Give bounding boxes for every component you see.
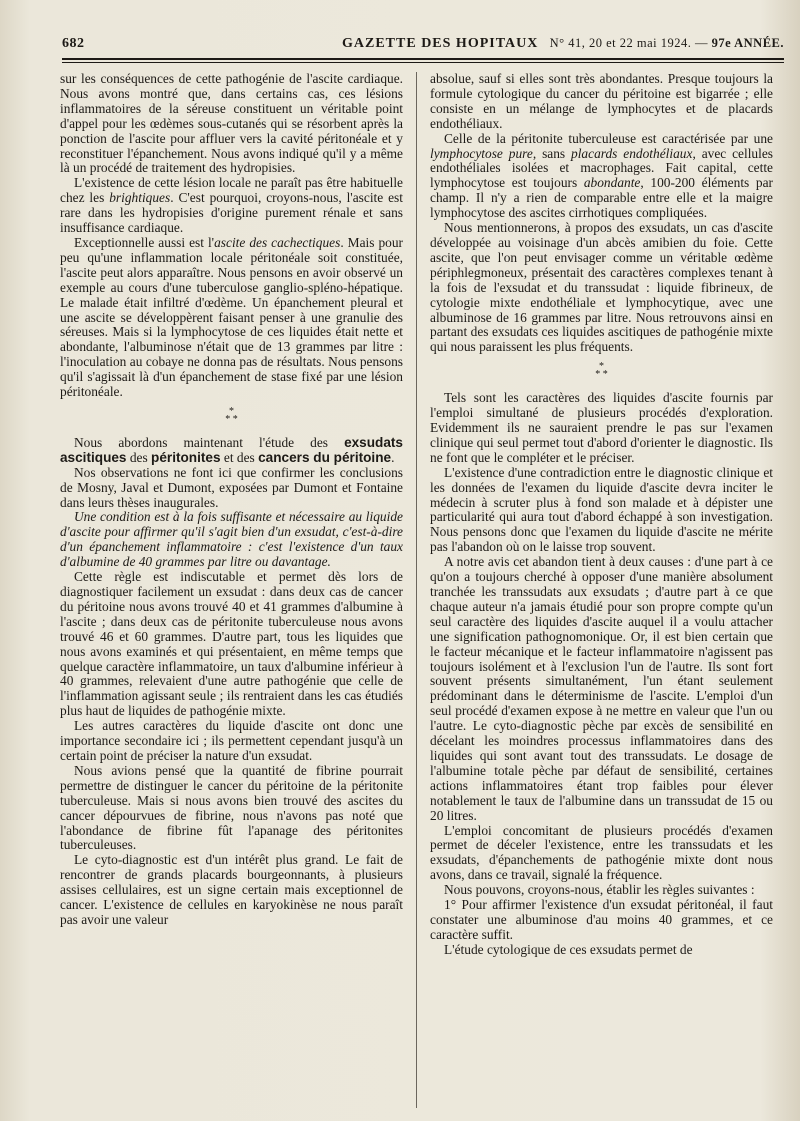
header-rule-thick xyxy=(62,58,784,60)
section-separator-stars: * * * xyxy=(225,405,238,425)
paragraph-rule-statement: Une condition est à la fois suffisante et nécessaire au liquide d'ascite pour affirmer qu'il s'agit bien d'un exsudat, c'est-à-dire d'un épanchement inflammatoire : c'est l'existence d'un taux d'albumine de 40 grammes par litre ou davantage. xyxy=(60,509,403,570)
paragraph: Les autres caractères du liquide d'ascite ont donc une importance secondaire ici ; ils permettent cependant jusqu'à un certain point de préciser la nature d'un exsudat. xyxy=(60,718,403,763)
left-column xyxy=(60,72,403,928)
paragraph: 1° Pour affirmer l'existence d'un exsudat péritonéal, il faut constater une albuminose d'au moins 40 grammes, et ce caractère suffit. xyxy=(430,897,773,942)
paragraph: Nous mentionnerons, à propos des exsudats, un cas d'ascite développée au voisinage d'un abcès amibien du foie. Cette ascite, que l'on peut envisager comme un véritable œdème périphlegmoneux, présentait des caractères complexes tenant à la fois de l'exsudat et du transsudat : liquide fibrineux, de cytologie mixte endothéliale et lymphocytique, avec une albuminose de 16 grammes par litre. Nous retrouvons ainsi en partant des exsudats ces liquides ascitiques de pathogénie mixte qui nous paraissent les plus fréquents. xyxy=(430,220,773,355)
paragraph: sur les conséquences de cette pathogénie de l'ascite cardiaque. Nous avons montré que, dans certains cas, ces lésions inflammatoires de la séreuse constituent un véritable point d'appel pour les œdèmes sous-cutanés qui se résorbent après la ponction de l'ascite pour affluer vers la cavité péritonéale et y reconstituer l'épanchement. Nous avons indiqué qu'il y a même là un procédé de traitement des hydropisies. xyxy=(60,71,403,176)
journal-title: GAZETTE DES HOPITAUX xyxy=(342,36,539,51)
paragraph: L'emploi concomitant de plusieurs procédés d'examen permet de déceler l'existence, entre les transsudats et les exsudats, d'épanchements de pathogénie mixte dont nous avons, dans ce travail, signalé la fréquence. xyxy=(430,822,773,883)
page-number: 682 xyxy=(62,36,85,51)
paragraph: Celle de la péritonite tuberculeuse est caractérisée par une lymphocytose pure, sans placards endothéliaux, avec cellules endothéliales isolées et macrophages. Fait capital, cette lymphocytose est toujours abondante, 100-200 éléments par champ. Il n'y a rien de comparable entre elle et la maigre lymphocytose des ascites cirrhotiques compliquées. xyxy=(430,130,774,221)
paragraph: Cette règle est indiscutable et permet dès lors de diagnostiquer facilement un exsudat : dans deux cas de cancer du péritoine nous avons trouvé 40 et 41 grammes d'albumine à l'ascite ; dans deux cas de péritonite tuberculeuse nous avons trouvé 46 et 60 grammes. D'autre part, tous les liquides que nous avons examinés et qui présentaient, en même temps que quelque caractère inflammatoire, un taux d'albumine inférieur à 40 grammes, relevaient d'une autre pathogénie que celle de l'inflammation agissant seule ; ils rentraient dans les cas étudiés plus haut de liquides de pathogénie mixte. xyxy=(60,569,403,719)
paragraph: Tels sont les caractères des liquides d'ascite fournis par l'emploi simultané de plusieurs procédés d'exploration. Evidemment ils ne sauraient prendre le pas sur l'examen clinique qui seul permet tout d'abord d'orienter le diagnostic. Ils ne font que le compléter et le préciser. xyxy=(430,390,773,465)
column-divider xyxy=(416,72,417,1108)
header-rule-thin xyxy=(62,62,784,63)
paragraph: L'existence de cette lésion locale ne paraît pas être habituelle chez les brightiques. C'est pourquoi, croyons-nous, l'ascite est rare dans les hydropisies d'origine purement rénale et sans insuffisance cardiaque. xyxy=(60,175,403,236)
paragraph: Nos observations ne font ici que confirmer les conclusions de Mosny, Javal et Dumont, exposées par Dumont et Fontaine dans leurs thèses inaugurales. xyxy=(60,464,403,510)
issue-date: N° 41, 20 et 22 mai 1924. — xyxy=(549,36,712,50)
paragraph: A notre avis cet abandon tient à deux causes : d'une part à ce qu'on a toujours cherché à opposer d'une manière absolument tranchée les transsudats aux exsudats ; d'autre part à ce que chaque auteur n'a jamais étudié pour son propre compte qu'un seul caractère des liquides d'ascite auquel il a voulu attacher une signification pathognomonique. Or, il est bien certain que le facteur mécanique et le facteur inflammatoire n'agissent pas toujours isolément et à l'exclusion l'un de l'autre. Ils sont fort souvent présents simultanément, l'un étant seulement prédominant dans le déterminisme de l'ascite. L'emploi d'un seul procédé d'examen expose à ne mettre en valeur que l'un ou l'autre. Le cyto-diagnostic pèche par excès de sensibilité en décelant les moindres processus inflammatoires dans des liquides qui sont avant tout des transsudats. Le dosage de l'albumine totale pèche par défaut de sensibilité, certaines actions inflammatoires étant trop faibles pour élever notablement le taux de l'albumine dans un transsudat de 15 ou 20 litres. xyxy=(430,554,773,823)
paragraph: Le cyto-diagnostic est d'un intérêt plus grand. Le fait de rencontrer de grands placards bourgeonnants, à plusieurs assises cellulaires, est un signe certain mais exceptionnel de cancer. L'existence de cellules en karyokinèse ne nous paraît pas avoir une valeur xyxy=(60,852,403,927)
paragraph: Exceptionnelle aussi est l'ascite des cachectiques. Mais pour peu qu'une inflammation locale péritonéale soit constituée, l'ascite peut alors apparaître. Nous pensons en avoir observé un exemple au cours d'une tuberculose ganglio-spléno-hépatique. Le malade était infiltré d'œdème. Un épanchement pleural et une ascite se développèrent faisant penser à une granulie des séreuses. Mais si la lymphocytose de ces liquides était nette et abondante, l'albuminose n'était que de 13 grammes par litre : l'inoculation au cobaye ne donna pas de résultats. Nous pensons qu'il s'agissait là d'un épanchement de stase fixé par une lésion péritonéale. xyxy=(60,234,403,400)
page-header xyxy=(62,34,784,56)
paragraph: L'existence d'une contradiction entre le diagnostic clinique et les données de l'examen du liquide d'ascite devra inciter le médecin à scruter plus à fond son malade et à dépister une particularité qui aura tout d'abord échappé à son investigation. Nous pensons donc que l'examen du liquide d'ascite ne mérite pas l'abandon où on le laisse trop souvent. xyxy=(430,464,773,555)
paragraph: Nous avions pensé que la quantité de fibrine pourrait permettre de distinguer le cancer du péritoine de la péritonite tuberculeuse. Mais si nous avons bien trouvé des ascites du cancer dépourvues de fibrine, nous n'avons pas noté que l'abondance de fibrine fût l'apanage des péritonites tuberculeuses. xyxy=(60,762,403,853)
issue-year: 97e ANNÉE. xyxy=(711,36,784,50)
section-separator-stars: * * * xyxy=(595,361,608,381)
issue-info xyxy=(550,36,784,51)
paragraph: L'étude cytologique de ces exsudats permet de xyxy=(444,941,693,957)
paragraph: Nous pouvons, croyons-nous, établir les règles suivantes : xyxy=(444,882,755,898)
paragraph: absolue, sauf si elles sont très abondantes. Presque toujours la formule cytologique du cancer du péritoine est bigarrée ; elle consiste en un mélange de lymphocytes et de placards endothéliaux. xyxy=(430,71,773,131)
paragraph: Nous abordons maintenant l'étude des exsudats ascitiques des péritonites et des cancers du péritoine. xyxy=(60,434,403,465)
right-column xyxy=(430,72,773,958)
